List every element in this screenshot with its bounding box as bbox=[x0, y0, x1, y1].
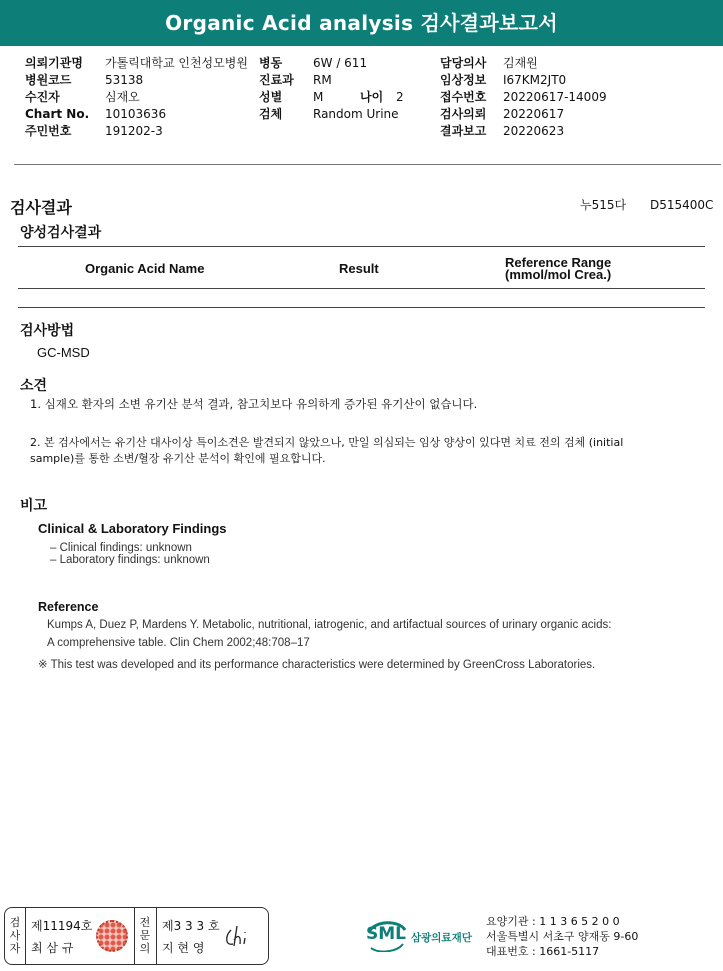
table-bottom-rule bbox=[18, 307, 705, 308]
info-column-2 bbox=[259, 55, 404, 123]
col-reference-range: Reference Range bbox=[505, 255, 612, 270]
opinion-item-2-line-1: 2. 본 검사에서는 유기산 대사이상 특이소견은 발견되지 않았으나, 만일 의심되는 임상 양상이 있다면 치료 전의 검체 (initial bbox=[30, 436, 624, 449]
info-value: 20220623 bbox=[503, 124, 565, 138]
info-value: M bbox=[313, 90, 324, 104]
opinion-heading: 소견 bbox=[20, 378, 48, 394]
reference-heading: Reference bbox=[38, 600, 99, 614]
info-label: 결과보고 bbox=[440, 124, 487, 138]
specialist-label: 전 문 의 bbox=[139, 916, 151, 955]
info-value: 191202-3 bbox=[105, 124, 163, 138]
sml-logo-text: SML bbox=[366, 924, 406, 944]
info-label: 검사의뢰 bbox=[440, 107, 487, 121]
info-value: Random Urine bbox=[313, 107, 399, 121]
info-label: 의뢰기관명 bbox=[25, 56, 83, 70]
info-label: 병원코드 bbox=[25, 73, 72, 87]
reference-line-2: A comprehensive table. Clin Chem 2002;48:708–17 bbox=[47, 637, 310, 649]
info-label: 검체 bbox=[259, 107, 283, 121]
info-value: I67KM2JT0 bbox=[503, 73, 567, 87]
inspector-number: 제11194호 bbox=[31, 919, 93, 933]
org-name: 삼광의료재단 bbox=[411, 932, 472, 944]
method-heading: 검사방법 bbox=[20, 323, 75, 339]
age-value: 2 bbox=[396, 90, 404, 104]
specialist-number: 제3 3 3 호 bbox=[162, 919, 220, 933]
info-value: 6W / 611 bbox=[313, 56, 368, 70]
info-label: 접수번호 bbox=[440, 90, 487, 104]
info-value: 김재원 bbox=[503, 56, 538, 70]
info-value: RM bbox=[313, 73, 332, 87]
phone-number: 대표번호 : 1661-5117 bbox=[486, 945, 600, 958]
reference-line-1: Kumps A, Duez P, Mardens Y. Metabolic, nutritional, iatrogenic, and artifactual sources of urinary organic acids: bbox=[47, 619, 612, 631]
col-organic-acid-name: Organic Acid Name bbox=[85, 261, 205, 276]
method-value: GC-MSD bbox=[37, 345, 90, 360]
info-label: Chart No. bbox=[25, 107, 90, 121]
clinical-finding: – Clinical findings: unknown bbox=[50, 542, 192, 554]
info-column-3 bbox=[440, 55, 607, 140]
table-top-rule bbox=[18, 246, 705, 247]
info-column-1 bbox=[25, 55, 248, 140]
box-divider bbox=[156, 908, 157, 964]
col-reference-range-unit: (mmol/mol Crea.) bbox=[505, 267, 612, 282]
info-value: 10103636 bbox=[105, 107, 167, 121]
positive-results-heading: 양성검사결과 bbox=[20, 225, 102, 241]
signature-icon bbox=[223, 922, 263, 952]
info-value: 심재오 bbox=[105, 90, 140, 104]
info-label: 병동 bbox=[259, 56, 283, 70]
opinion-item-2-line-2: sample)를 통한 소변/혈장 유기산 분석이 확인에 필요합니다. bbox=[30, 452, 326, 465]
address: 서울특별시 서초구 양재동 9-60 bbox=[486, 930, 639, 943]
info-label: 임상정보 bbox=[440, 73, 487, 87]
box-divider bbox=[25, 908, 26, 964]
lab-note: ※ This test was developed and its performance characteristics were determined by GreenCross Laboratories. bbox=[38, 659, 596, 671]
findings-heading: Clinical & Laboratory Findings bbox=[38, 521, 227, 536]
info-divider bbox=[14, 164, 721, 165]
info-value: 20220617-14009 bbox=[503, 90, 607, 104]
info-value: 53138 bbox=[105, 73, 144, 87]
info-label: 수진자 bbox=[25, 90, 60, 104]
inspector-label: 검 사 자 bbox=[9, 916, 21, 955]
test-code-2: D515400C bbox=[650, 198, 714, 212]
remarks-heading: 비고 bbox=[20, 498, 48, 514]
signature-box bbox=[4, 907, 269, 965]
inspector-name: 최 삼 규 bbox=[31, 941, 74, 955]
info-label: 주민번호 bbox=[25, 124, 72, 138]
age-label: 나이 bbox=[360, 90, 384, 104]
info-label: 담당의사 bbox=[440, 56, 487, 70]
col-result: Result bbox=[339, 261, 379, 276]
report-title: Organic Acid analysis 검사결과보고서 bbox=[0, 0, 723, 46]
info-value: 20220617 bbox=[503, 107, 565, 121]
info-label: 성별 bbox=[259, 90, 283, 104]
seal-stamp-icon bbox=[96, 920, 128, 952]
table-header-rule bbox=[18, 288, 705, 289]
specialist-name: 지 현 영 bbox=[162, 941, 205, 955]
test-code-1: 누515다 bbox=[580, 198, 627, 212]
results-heading: 검사결과 bbox=[10, 198, 72, 217]
laboratory-finding: – Laboratory findings: unknown bbox=[50, 554, 210, 566]
institution-code: 요양기관 : 1 1 3 6 5 2 0 0 bbox=[486, 915, 620, 928]
info-label: 진료과 bbox=[259, 73, 294, 87]
box-divider bbox=[134, 908, 135, 964]
info-value: 가톨릭대학교 인천성모병원 bbox=[105, 56, 248, 70]
opinion-item-1: 1. 심재오 환자의 소변 유기산 분석 결과, 참고치보다 유의하게 증가된 유기산이 없습니다. bbox=[30, 397, 478, 411]
